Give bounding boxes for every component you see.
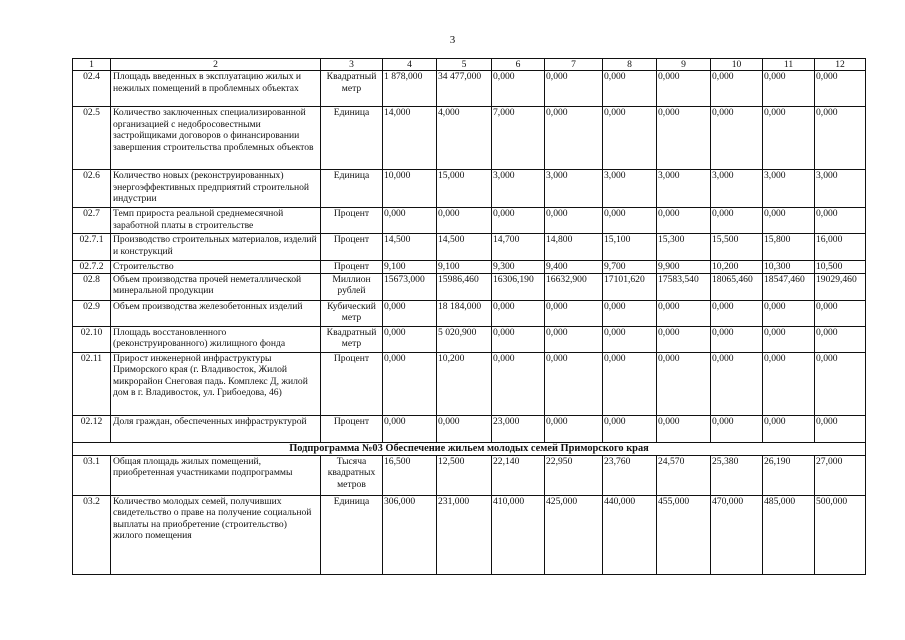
indicator-value: 0,000	[657, 326, 711, 352]
indicator-value: 15986,460	[437, 273, 492, 300]
indicator-value: 17101,620	[603, 273, 657, 300]
indicator-value: 0,000	[763, 415, 815, 442]
indicator-value: 0,000	[815, 208, 866, 234]
indicator-value: 0,000	[763, 352, 815, 415]
indicator-code: 02.4	[73, 71, 111, 107]
indicator-value: 0,000	[545, 107, 603, 170]
table-row	[73, 300, 866, 326]
indicator-value: 15,000	[437, 170, 492, 208]
indicator-name: Строительство	[111, 261, 321, 273]
indicator-value: 15,500	[711, 234, 763, 261]
indicator-value: 0,000	[603, 326, 657, 352]
column-header: 8	[603, 59, 657, 71]
indicator-value: 0,000	[763, 208, 815, 234]
indicator-value: 10,300	[763, 261, 815, 273]
indicator-value: 0,000	[763, 300, 815, 326]
indicator-value: 10,000	[383, 170, 437, 208]
indicator-code: 02.7.1	[73, 234, 111, 261]
indicator-value: 22,950	[545, 455, 603, 495]
indicator-unit: Процент	[321, 415, 383, 442]
indicator-code: 02.5	[73, 107, 111, 170]
column-header: 1	[73, 59, 111, 71]
indicator-value: 0,000	[711, 107, 763, 170]
indicator-unit: Единица	[321, 170, 383, 208]
indicator-value: 5 020,900	[437, 326, 492, 352]
indicator-name: Площадь восстановленного (реконструированного) жилищного фонда	[111, 326, 321, 352]
indicator-name: Объем производства прочей неметаллической минеральной продукции	[111, 273, 321, 300]
indicator-value: 0,000	[437, 415, 492, 442]
indicator-value: 0,000	[492, 326, 545, 352]
indicator-value: 15,100	[603, 234, 657, 261]
indicator-code: 02.7.2	[73, 261, 111, 273]
indicator-value: 3,000	[711, 170, 763, 208]
column-header: 5	[437, 59, 492, 71]
indicator-value: 14,500	[383, 234, 437, 261]
indicator-value: 14,700	[492, 234, 545, 261]
indicator-value: 0,000	[545, 415, 603, 442]
indicator-value: 14,500	[437, 234, 492, 261]
column-header: 4	[383, 59, 437, 71]
indicator-value: 0,000	[545, 300, 603, 326]
indicator-value: 3,000	[492, 170, 545, 208]
indicator-value: 0,000	[815, 326, 866, 352]
indicator-value: 0,000	[711, 352, 763, 415]
indicator-unit: Тысяча квадратных метров	[321, 455, 383, 495]
indicator-unit: Кубический метр	[321, 300, 383, 326]
indicator-value: 0,000	[815, 107, 866, 170]
indicator-value: 3,000	[603, 170, 657, 208]
indicators-table	[72, 58, 866, 575]
indicator-value: 0,000	[603, 300, 657, 326]
indicator-value: 0,000	[492, 300, 545, 326]
indicator-value: 9,100	[437, 261, 492, 273]
indicator-value: 500,000	[815, 495, 866, 574]
indicator-value: 4,000	[437, 107, 492, 170]
indicator-value: 16306,190	[492, 273, 545, 300]
table-row	[73, 273, 866, 300]
table-row	[73, 326, 866, 352]
indicator-value: 0,000	[763, 71, 815, 107]
indicator-name: Количество новых (реконструированных) энергоэффективных предприятий строительной индустрии	[111, 170, 321, 208]
indicator-value: 24,570	[657, 455, 711, 495]
page-number: 3	[449, 34, 456, 46]
indicator-value: 23,000	[492, 415, 545, 442]
indicator-name: Производство строительных материалов, изделий и конструкций	[111, 234, 321, 261]
table-row	[73, 352, 866, 415]
indicator-value: 0,000	[815, 415, 866, 442]
table-row	[73, 455, 866, 495]
indicator-unit: Процент	[321, 208, 383, 234]
indicator-name: Темп прироста реальной среднемесячной заработной платы в строительстве	[111, 208, 321, 234]
indicator-value: 0,000	[657, 415, 711, 442]
indicator-code: 02.10	[73, 326, 111, 352]
table-row	[73, 261, 866, 273]
indicator-value: 0,000	[657, 71, 711, 107]
indicator-name: Прирост инженерной инфраструктуры Приморского края (г. Владивосток, Жилой микрорайон Снеговая падь. Комплекс Д, жилой дом в г. Владивосток, ул. Грибоедова, 46)	[111, 352, 321, 415]
indicator-value: 27,000	[815, 455, 866, 495]
indicator-code: 02.11	[73, 352, 111, 415]
indicator-value: 0,000	[437, 208, 492, 234]
indicator-value: 0,000	[711, 71, 763, 107]
indicator-value: 10,500	[815, 261, 866, 273]
indicator-unit: Единица	[321, 107, 383, 170]
indicator-value: 9,400	[545, 261, 603, 273]
indicator-value: 17583,540	[657, 273, 711, 300]
indicator-value: 14,800	[545, 234, 603, 261]
table-row	[73, 170, 866, 208]
section-header-row	[73, 442, 866, 455]
indicator-value: 10,200	[437, 352, 492, 415]
indicator-value: 15,800	[763, 234, 815, 261]
indicator-value: 0,000	[711, 300, 763, 326]
column-header: 9	[657, 59, 711, 71]
indicator-value: 19029,460	[815, 273, 866, 300]
indicator-value: 0,000	[815, 300, 866, 326]
indicator-name: Объем производства железобетонных изделий	[111, 300, 321, 326]
indicator-unit: Миллион рублей	[321, 273, 383, 300]
indicator-value: 15,300	[657, 234, 711, 261]
indicator-value: 9,900	[657, 261, 711, 273]
indicator-value: 3,000	[763, 170, 815, 208]
indicator-value: 0,000	[603, 415, 657, 442]
indicator-value: 0,000	[545, 352, 603, 415]
indicator-code: 02.9	[73, 300, 111, 326]
indicator-value: 7,000	[492, 107, 545, 170]
indicator-value: 0,000	[545, 71, 603, 107]
indicator-value: 455,000	[657, 495, 711, 574]
column-header: 3	[321, 59, 383, 71]
indicator-value: 0,000	[383, 208, 437, 234]
indicator-value: 485,000	[763, 495, 815, 574]
indicator-unit: Процент	[321, 234, 383, 261]
column-header: 7	[545, 59, 603, 71]
indicator-value: 12,500	[437, 455, 492, 495]
indicator-code: 02.12	[73, 415, 111, 442]
indicator-value: 23,760	[603, 455, 657, 495]
indicator-value: 0,000	[603, 71, 657, 107]
indicator-unit: Квадратный метр	[321, 71, 383, 107]
column-header-row	[73, 59, 866, 71]
indicator-value: 470,000	[711, 495, 763, 574]
indicator-value: 0,000	[383, 300, 437, 326]
indicator-value: 0,000	[383, 326, 437, 352]
indicator-unit: Процент	[321, 352, 383, 415]
indicator-value: 0,000	[492, 71, 545, 107]
indicator-name: Общая площадь жилых помещений, приобретенная участниками подпрограммы	[111, 455, 321, 495]
indicator-value: 3,000	[545, 170, 603, 208]
indicator-name: Количество заключенных специализированной организацией с недобросовестными застройщиками договоров о финансировании завершения строительства проблемных объектов	[111, 107, 321, 170]
indicator-code: 02.8	[73, 273, 111, 300]
indicator-code: 03.1	[73, 455, 111, 495]
indicator-value: 0,000	[603, 208, 657, 234]
indicator-value: 0,000	[545, 326, 603, 352]
indicator-value: 0,000	[492, 352, 545, 415]
indicator-value: 0,000	[603, 352, 657, 415]
indicator-name: Площадь введенных в эксплуатацию жилых и нежилых помещений в проблемных объектах	[111, 71, 321, 107]
table-row	[73, 415, 866, 442]
indicator-code: 02.7	[73, 208, 111, 234]
indicator-value: 25,380	[711, 455, 763, 495]
indicator-unit: Единица	[321, 495, 383, 574]
indicator-value: 410,000	[492, 495, 545, 574]
indicator-value: 22,140	[492, 455, 545, 495]
indicator-value: 18 184,000	[437, 300, 492, 326]
indicator-code: 02.6	[73, 170, 111, 208]
indicator-value: 26,190	[763, 455, 815, 495]
indicator-value: 18065,460	[711, 273, 763, 300]
indicator-value: 0,000	[815, 352, 866, 415]
indicator-value: 10,200	[711, 261, 763, 273]
indicator-unit: Процент	[321, 261, 383, 273]
indicator-value: 425,000	[545, 495, 603, 574]
indicator-value: 0,000	[657, 300, 711, 326]
indicator-value: 231,000	[437, 495, 492, 574]
indicator-value: 0,000	[711, 208, 763, 234]
column-header: 2	[111, 59, 321, 71]
indicator-value: 3,000	[657, 170, 711, 208]
table-row	[73, 234, 866, 261]
indicator-value: 306,000	[383, 495, 437, 574]
indicator-value: 15673,000	[383, 273, 437, 300]
indicator-unit: Квадратный метр	[321, 326, 383, 352]
indicator-value: 16,500	[383, 455, 437, 495]
indicator-value: 0,000	[545, 208, 603, 234]
table-row	[73, 107, 866, 170]
indicator-value: 440,000	[603, 495, 657, 574]
column-header: 6	[492, 59, 545, 71]
indicator-value: 3,000	[815, 170, 866, 208]
indicator-value: 9,300	[492, 261, 545, 273]
column-header: 12	[815, 59, 866, 71]
indicator-value: 0,000	[711, 326, 763, 352]
indicator-value: 1 878,000	[383, 71, 437, 107]
table-row	[73, 208, 866, 234]
column-header: 11	[763, 59, 815, 71]
indicator-value: 18547,460	[763, 273, 815, 300]
indicator-value: 0,000	[657, 208, 711, 234]
indicator-value: 9,700	[603, 261, 657, 273]
indicator-value: 0,000	[603, 107, 657, 170]
indicator-value: 0,000	[657, 352, 711, 415]
indicator-value: 14,000	[383, 107, 437, 170]
column-header: 10	[711, 59, 763, 71]
indicator-value: 0,000	[763, 107, 815, 170]
indicator-value: 9,100	[383, 261, 437, 273]
indicator-value: 16,000	[815, 234, 866, 261]
indicator-value: 0,000	[763, 326, 815, 352]
indicator-code: 03.2	[73, 495, 111, 574]
indicator-value: 0,000	[383, 415, 437, 442]
indicator-value: 0,000	[383, 352, 437, 415]
indicator-name: Доля граждан, обеспеченных инфраструктурой	[111, 415, 321, 442]
indicator-value: 0,000	[711, 415, 763, 442]
section-title: Подпрограмма №03 Обеспечение жильем молодых семей Приморского края	[73, 442, 866, 455]
indicator-value: 0,000	[657, 107, 711, 170]
indicator-value: 0,000	[815, 71, 866, 107]
indicator-value: 0,000	[492, 208, 545, 234]
indicator-name: Количество молодых семей, получивших свидетельство о праве на получение социальной выплаты на приобретение (строительство) жилого помещения	[111, 495, 321, 574]
indicator-value: 16632,900	[545, 273, 603, 300]
indicator-value: 34 477,000	[437, 71, 492, 107]
table-row	[73, 495, 866, 574]
table-row	[73, 71, 866, 107]
